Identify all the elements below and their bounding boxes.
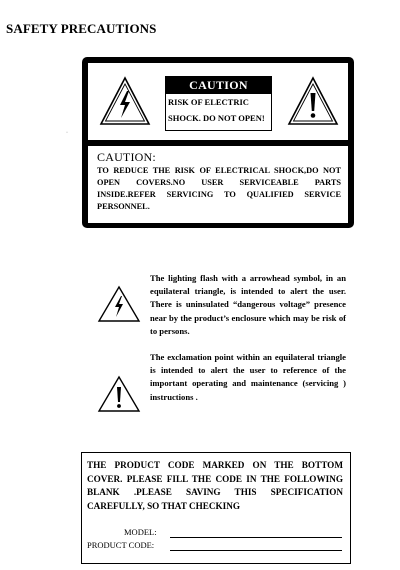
product-code-instructions: THE PRODUCT CODE MARKED ON THE BOTTOM COVER. PLEASE FILL THE CODE IN THE FOLLOWING BLANK .PLEASE SAVING THIS SPECIFICATION CAREFULLY, SO THAT CHECKING	[87, 460, 343, 511]
exclamation-note-text: The exclamation point within an equilateral triangle is intended to alert the user to reference of the important operating and maintenance (servicing ) instructions .	[150, 352, 346, 402]
caution-badge: CAUTION	[166, 77, 271, 94]
exclamation-warning-icon	[97, 375, 141, 413]
model-label: MODEL:	[124, 527, 157, 537]
page-title: SAFETY PRECAUTIONS	[6, 21, 157, 36]
caution-heading: CAUTION:	[97, 150, 156, 164]
caution-panel-top	[88, 63, 348, 140]
lightning-note-text: The lighting flash with a arrowhead symbol, in an equilateral triangle, is intended to alert the user. There is uninsulated “dangerous voltage” presence near by the product’s enclosure which may be risk of to persons.	[150, 273, 346, 336]
caution-panel	[82, 57, 354, 228]
product-code-blank[interactable]	[170, 550, 342, 551]
risk-of-shock-label	[165, 76, 272, 131]
exclamation-warning-icon	[287, 75, 339, 127]
caution-panel-bottom	[88, 146, 348, 223]
risk-line-1: RISK OF ELECTRIC	[168, 97, 249, 107]
product-code-box	[81, 452, 351, 564]
lightning-warning-icon	[99, 75, 151, 127]
risk-line-2: SHOCK. DO NOT OPEN!	[168, 113, 265, 123]
lightning-warning-icon	[97, 285, 141, 323]
caution-text: TO REDUCE THE RISK OF ELECTRICAL SHOCK,DO NOT OPEN COVERS.NO USER SERVICEABLE PARTS INSIDE.REFER SERVICING TO QUALIFIED SERVICE PERSONNEL.	[97, 166, 341, 211]
product-code-label: PRODUCT CODE:	[87, 540, 155, 550]
model-blank[interactable]	[170, 537, 342, 538]
stray-mark: ·	[66, 130, 68, 136]
